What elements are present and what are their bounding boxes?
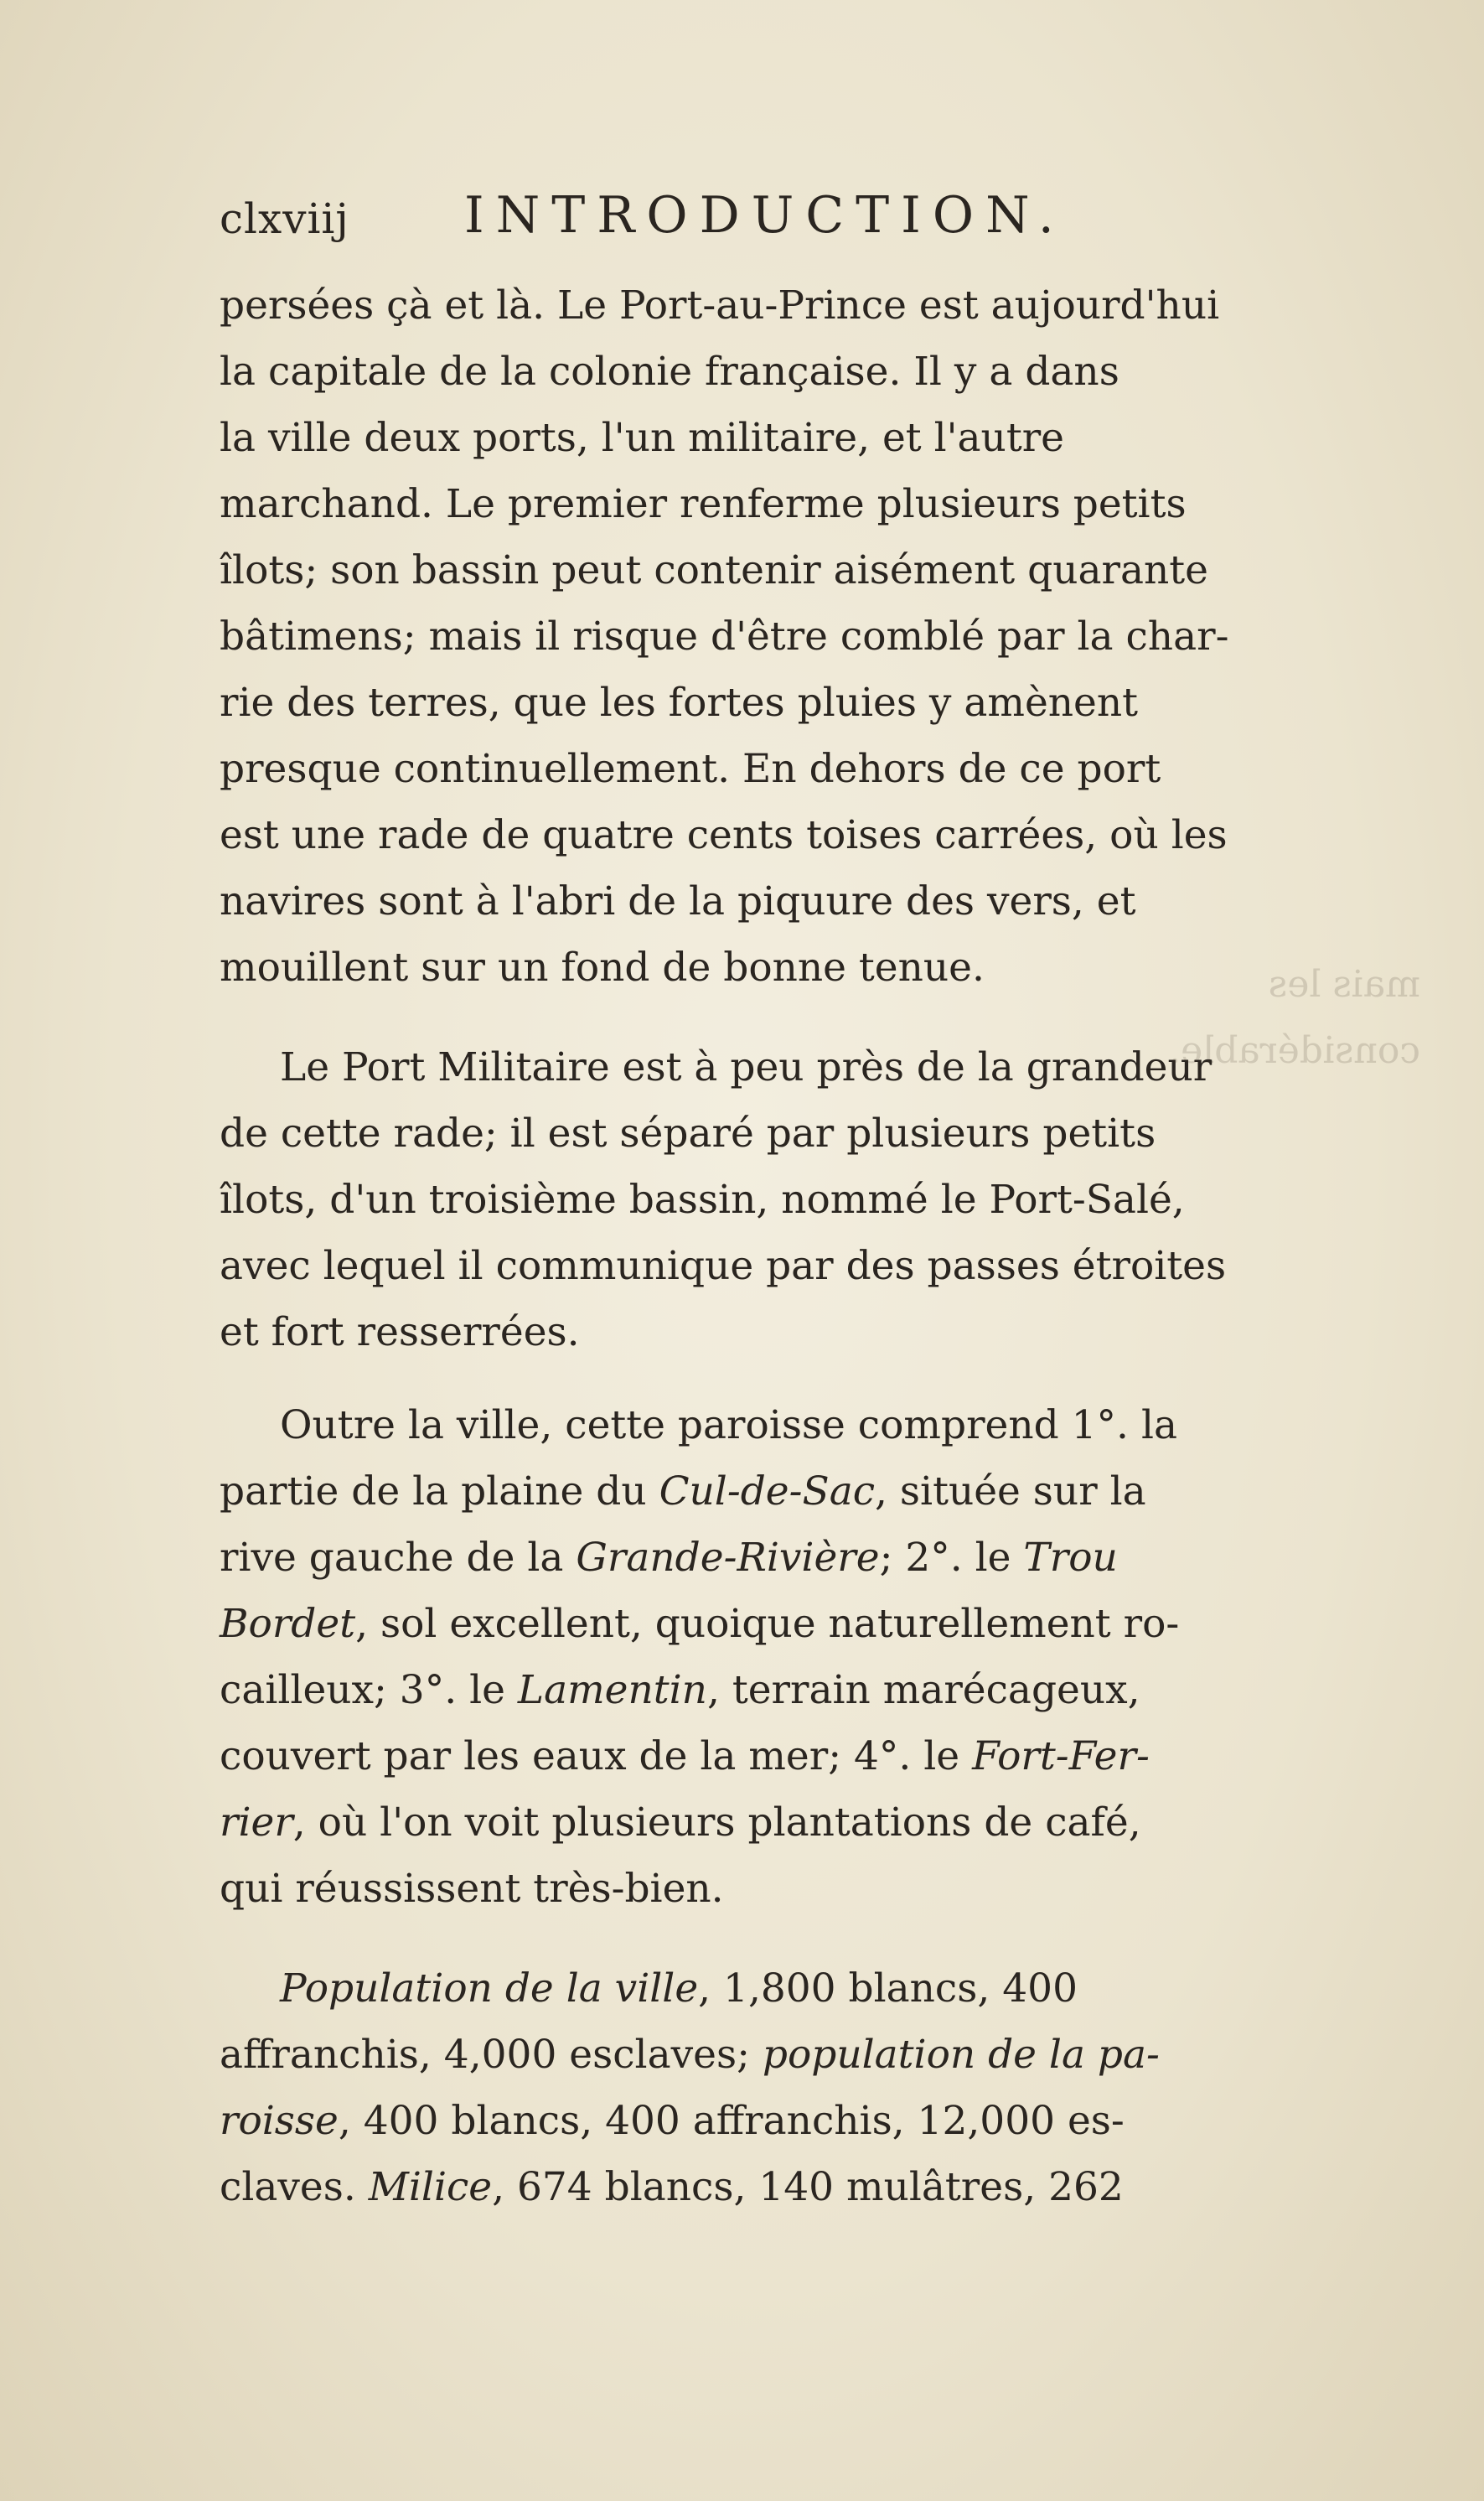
text-run: , 674 blancs, 140 mulâtres, 262 (492, 2164, 1124, 2210)
italic-text: rier (220, 1799, 293, 1846)
show-through-text: mais les (1268, 963, 1420, 1006)
text-line (220, 1856, 1359, 1922)
paragraph-port-militaire (220, 1034, 1359, 1365)
text-run: Outre la ville, cette paroisse comprend 1°. la (280, 1402, 1177, 1448)
text-line (220, 1955, 1359, 2022)
italic-text: Fort-Fer- (972, 1733, 1150, 1779)
text-line: et fort resserrées. (220, 1309, 580, 1355)
paragraph-population (220, 1955, 1359, 2220)
italic-text: population de la pa- (762, 2032, 1160, 2078)
text-run: , 1,800 blancs, 400 (698, 1965, 1078, 2012)
text-line (220, 1723, 1359, 1789)
text-line: est une rade de quatre cents toises carrées, où les (220, 812, 1228, 858)
italic-text: Grande-Rivière (576, 1535, 880, 1581)
text-line: la capitale de la colonie française. Il y a dans (220, 349, 1119, 395)
text-run: claves. (220, 2164, 369, 2210)
running-title: INTRODUCTION. (464, 186, 1066, 245)
italic-text: Trou (1023, 1535, 1118, 1581)
text-line (220, 2154, 1359, 2220)
text-run: qui réussissent très-bien. (220, 1866, 724, 1912)
text-run: couvert par les eaux de la mer; 4°. le (220, 1733, 973, 1779)
paragraph-paroisse (220, 1392, 1359, 1922)
text-line (220, 2022, 1359, 2088)
text-line: navires sont à l'abri de la piquure des vers, et (220, 878, 1136, 924)
page-header (220, 176, 1141, 251)
italic-text: Population de la ville (280, 1965, 699, 2012)
text-line: persées çà et là. Le Port-au-Prince est aujourd'hui (220, 282, 1220, 329)
text-run: partie de la plaine du (220, 1468, 659, 1515)
text-line: presque continuellement. En dehors de ce port (220, 746, 1161, 792)
text-run: , située sur la (875, 1468, 1146, 1515)
text-run: , 400 blancs, 400 affranchis, 12,000 es- (338, 2098, 1125, 2144)
text-line: Le Port Militaire est à peu près de la grandeur (280, 1044, 1213, 1090)
text-run: , sol excellent, quoique naturellement ro- (355, 1601, 1180, 1647)
text-line: mouillent sur un fond de bonne tenue. (220, 945, 985, 991)
text-line: îlots, d'un troisième bassin, nommé le Port-Salé, (220, 1177, 1185, 1223)
text-line (220, 1657, 1359, 1723)
text-line: marchand. Le premier renferme plusieurs petits (220, 481, 1187, 527)
show-through-text: considérable. (1169, 1029, 1420, 1072)
text-line (220, 2088, 1359, 2154)
text-line: îlots; son bassin peut contenir aisément quarante (220, 547, 1208, 593)
text-line: bâtimens; mais il risque d'être comblé par la char- (220, 614, 1229, 660)
text-line: avec lequel il communique par des passes étroites (220, 1243, 1227, 1289)
italic-text: roisse (220, 2098, 339, 2144)
italic-text: Milice (368, 2164, 493, 2210)
text-line (220, 1392, 1359, 1458)
text-line (220, 1789, 1359, 1856)
italic-text: Lamentin (517, 1667, 707, 1713)
text-run: , où l'on voit plusieurs plantations de café, (292, 1799, 1141, 1846)
text-run: ; 2°. le (879, 1535, 1024, 1581)
text-run: affranchis, 4,000 esclaves; (220, 2032, 763, 2078)
text-run: cailleux; 3°. le (220, 1667, 518, 1713)
page-number: clxviij (220, 194, 349, 243)
text-line: rie des terres, que les fortes pluies y amènent (220, 680, 1139, 726)
text-run: , terrain marécageux, (706, 1667, 1140, 1713)
text-line (220, 1525, 1359, 1591)
text-line (220, 1591, 1359, 1657)
text-line: la ville deux ports, l'un militaire, et l'autre (220, 415, 1064, 461)
text-line: de cette rade; il est séparé par plusieurs petits (220, 1111, 1156, 1157)
text-run: rive gauche de la (220, 1535, 577, 1581)
italic-text: Bordet (220, 1601, 356, 1647)
paragraph-port-au-prince (220, 272, 1359, 1001)
italic-text: Cul-de-Sac (659, 1468, 876, 1515)
text-line (220, 1458, 1359, 1525)
body-text (220, 272, 1359, 2220)
